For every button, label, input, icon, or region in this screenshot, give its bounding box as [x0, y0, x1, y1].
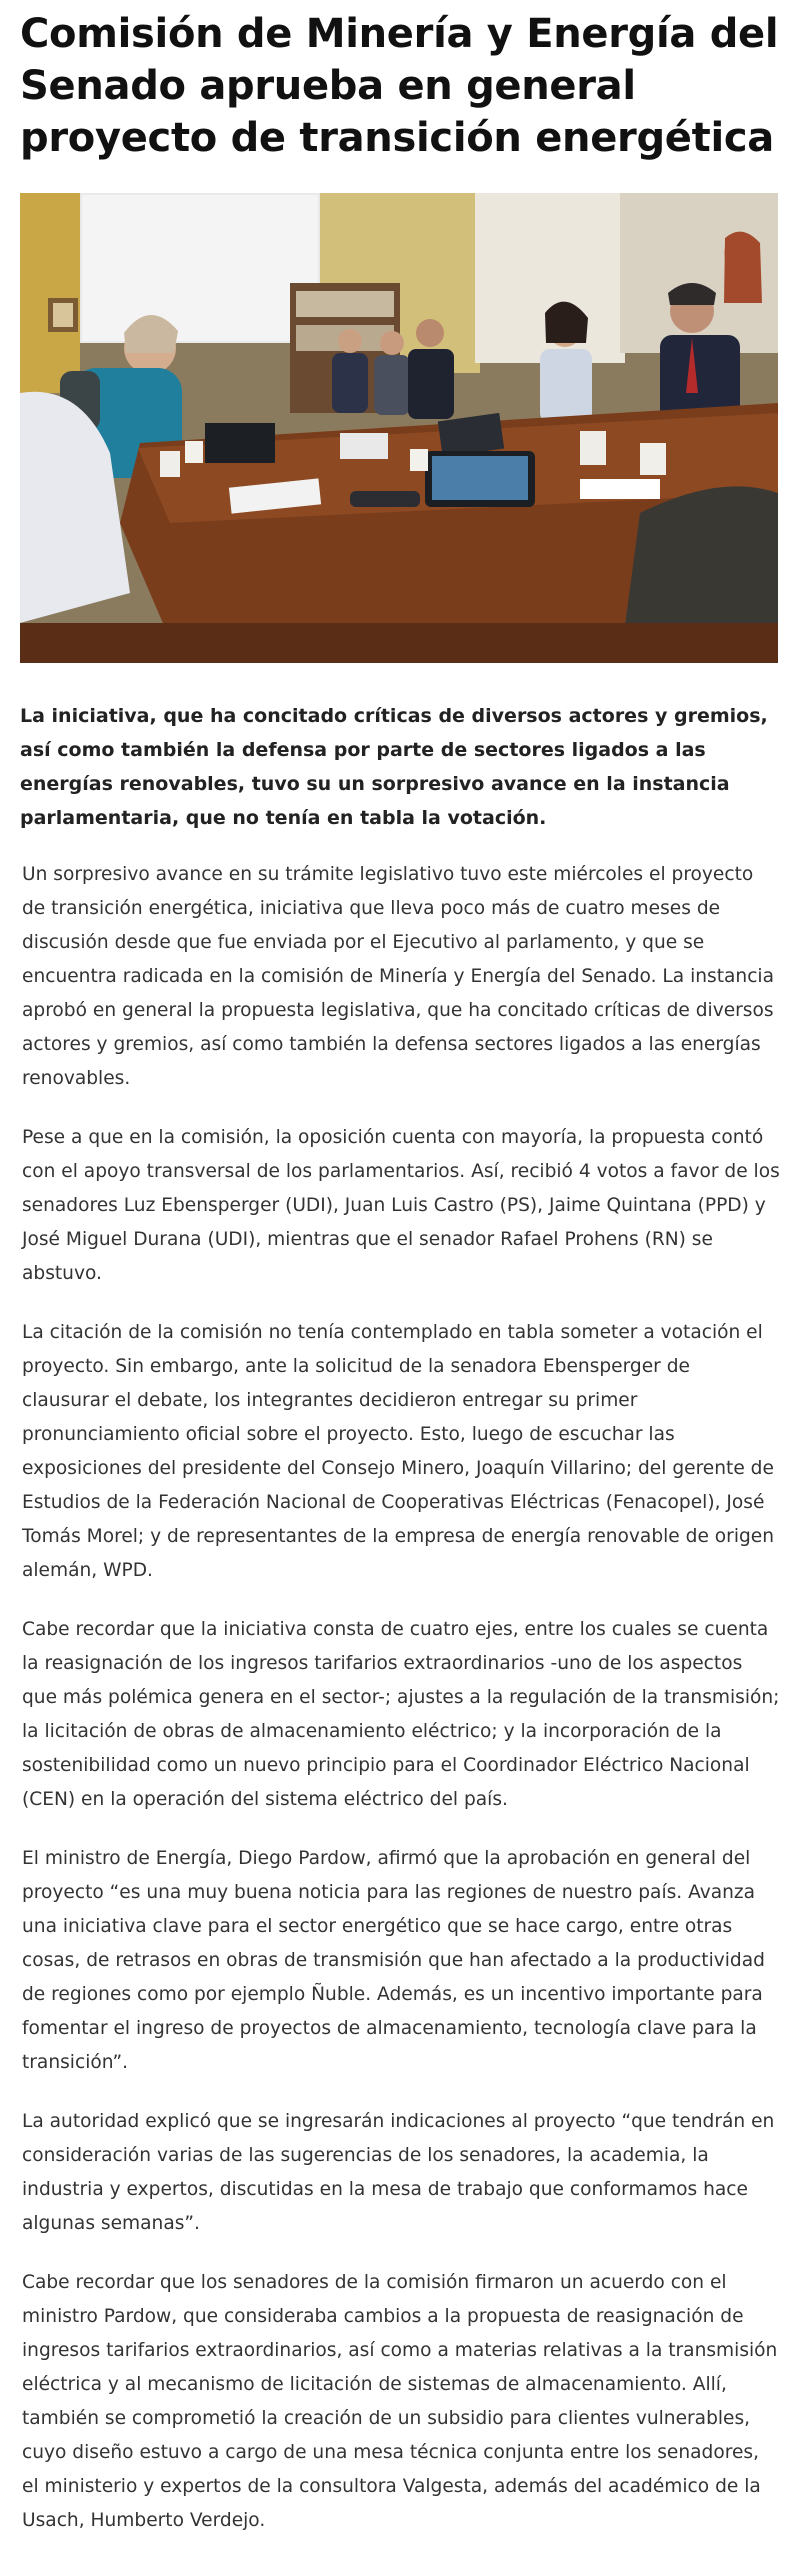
body-paragraph: Pese a que en la comisión, la oposición cuenta con mayoría, la propuesta contó con el apoyo transversal de los parlamentarios. Así, recibió 4 votos a favor de los senadores Luz Ebensperger (UDI), Juan Luis Castro (PS), Jaime Quintana (PPD) y José Miguel Durana (UDI), mientras que el senador Rafael Prohens (RN) se abstuvo.: [22, 1127, 780, 1284]
article-body: [20, 858, 780, 2538]
body-paragraph: El ministro de Energía, Diego Pardow, afirmó que la aprobación en general del proyecto “es una muy buena noticia para las regiones de nuestro país. Avanza una iniciativa clave para el sector energético que se hace cargo, entre otras cosas, de retrasos en obras de transmisión que han afectado a la productividad de regiones como por ejemplo Ñuble. Además, es un incentivo importante para fomentar el ingreso de proyectos de almacenamiento, tecnología clave para la transición”.: [22, 1848, 765, 2073]
article-headline: Comisión de Minería y Energía del Senado aprueba en general proyecto de transición energética: [20, 11, 779, 161]
article-lead: La iniciativa, que ha concitado críticas de diversos actores y gremios, así como también la defensa por parte de sectores ligados a las energías renovables, tuvo su un sorpresivo avance en la instancia parlamentaria, que no tenía en tabla la votación.: [20, 705, 768, 829]
body-paragraph: Cabe recordar que la iniciativa consta de cuatro ejes, entre los cuales se cuenta la reasignación de los ingresos tarifarios extraordinarios -uno de los aspectos que más polémica genera en el sector-; ajustes a la regulación de la transmisión; la licitación de obras de almacenamiento eléctrico; y la incorporación de la sostenibilidad como un nuevo principio para el Coordinador Eléctrico Nacional (CEN) en la operación del sistema eléctrico del país.: [22, 1619, 780, 1810]
body-paragraph: La citación de la comisión no tenía contemplado en tabla someter a votación el proyecto. Sin embargo, ante la solicitud de la senadora Ebensperger de clausurar el debate, los integrantes decidieron entregar su primer pronunciamiento oficial sobre el proyecto. Esto, luego de escuchar las exposiciones del presidente del Consejo Minero, Joaquín Villarino; del gerente de Estudios de la Federación Nacional de Cooperativas Eléctricas (Fenacopel), José Tomás Morel; y de representantes de la empresa de energía renovable de origen alemán, WPD.: [22, 1322, 775, 1581]
body-paragraph: Un sorpresivo avance en su trámite legislativo tuvo este miércoles el proyecto de transición energética, iniciativa que lleva poco más de cuatro meses de discusión desde que fue enviada por el Ejecutivo al parlamento, y que se encuentra radicada en la comisión de Minería y Energía del Senado. La instancia aprobó en general la propuesta legislativa, que ha concitado críticas de diversos actores y gremios, así como también la defensa sectores ligados a las energías renovables.: [22, 864, 774, 1089]
committee-meeting-photo: [20, 193, 778, 663]
hero-image: [20, 193, 778, 663]
article: [20, 0, 780, 2563]
body-paragraph: Cabe recordar que los senadores de la comisión firmaron un acuerdo con el ministro Pardow, que consideraba cambios a la propuesta de reasignación de ingresos tarifarios extraordinarios, así como a materias relativas a la transmisión eléctrica y al mecanismo de licitación de sistemas de almacenamiento. Allí, también se comprometió la creación de un subsidio para clientes vulnerables, cuyo diseño estuvo a cargo de una mesa técnica conjunta entre los senadores, el ministerio y expertos de la consultora Valgesta, además del académico de la Usach, Humberto Verdejo.: [22, 2272, 778, 2531]
body-paragraph: La autoridad explicó que se ingresarán indicaciones al proyecto “que tendrán en consideración varias de las sugerencias de los senadores, la academia, la industria y expertos, discutidas en la mesa de trabajo que conformamos hace algunas semanas”.: [22, 2111, 775, 2234]
